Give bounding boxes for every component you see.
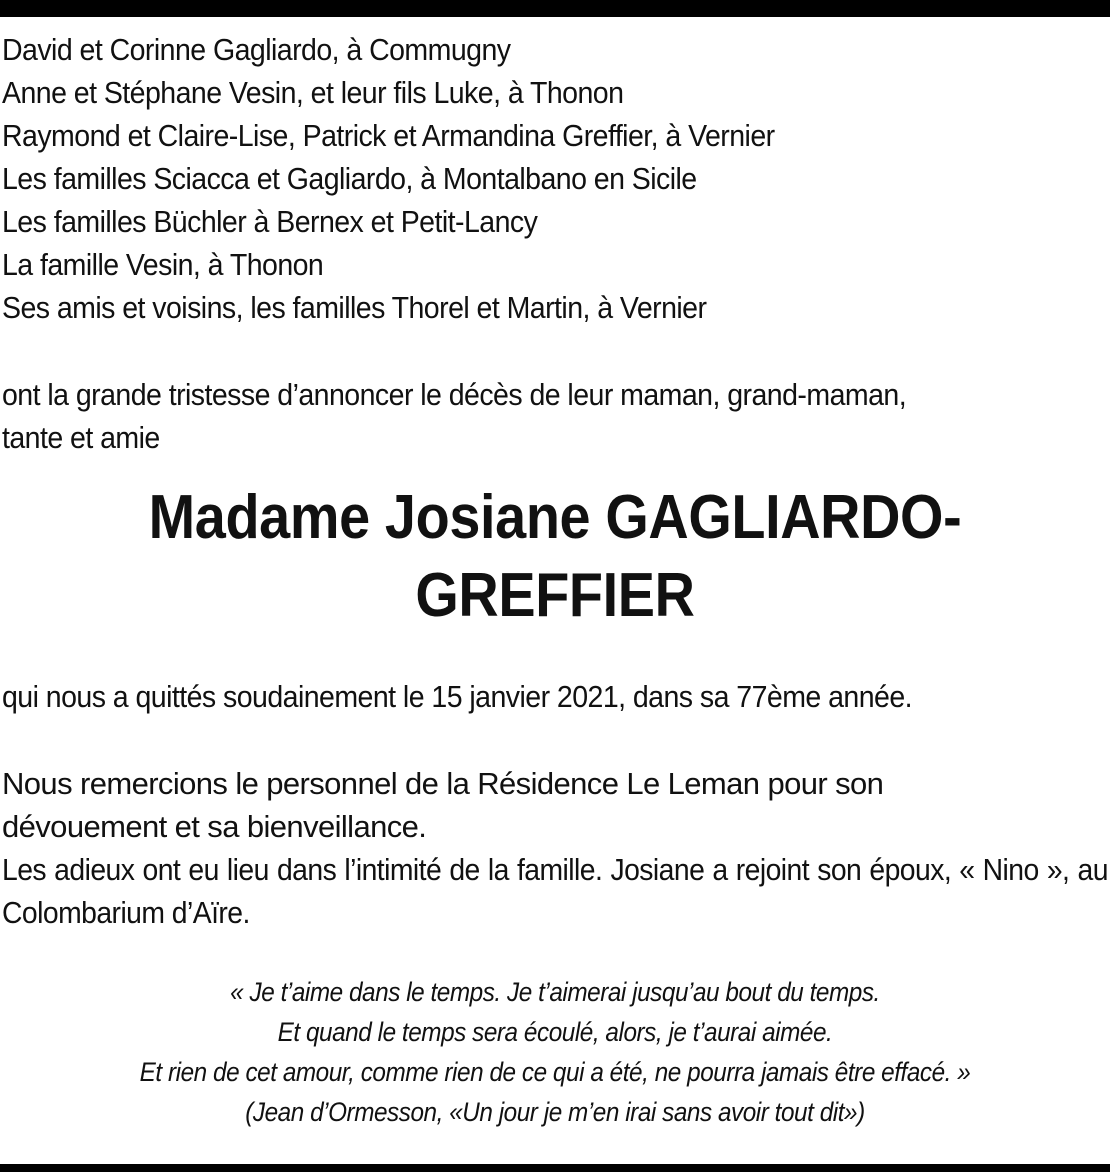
thanks-paragraph: Nous remercions le personnel de la Résidence Le Leman pour son dévouement et sa bienveillance. [2,766,884,844]
family-line: Les familles Sciacca et Gagliardo, à Montalbano en Sicile [2,161,697,196]
quote-attribution: (Jean d’Ormesson, «Un jour je m’en irai sans avoir tout dit») [245,1097,865,1127]
spacer [2,934,1108,972]
quote-line: Et quand le temps sera écoulé, alors, je t’aurai aimée. [277,1017,833,1047]
deceased-name [2,479,1108,635]
spacer [2,329,1108,373]
quote-block [2,972,1108,1132]
bottom-border-rule [0,1164,1110,1172]
quote-line: « Je t’aime dans le temps. Je t’aimerai jusqu’au bout du temps. [230,977,880,1007]
spacer [2,635,1108,675]
family-line: Raymond et Claire-Lise, Patrick et Armandina Greffier, à Vernier [2,118,775,153]
family-list [2,28,1108,329]
top-border-rule [0,0,1110,17]
announcement-line: tante et amie [2,420,160,455]
deceased-name-line: Madame Josiane GAGLIARDO- [148,483,962,552]
farewell-paragraph: Les adieux ont eu lieu dans l’intimité de la famille. Josiane a rejoint son époux, « Nino », au Colombarium d’Aïre. [2,852,1108,930]
quote-line: Et rien de cet amour, comme rien de ce qui a été, ne pourra jamais être effacé. » [139,1057,971,1087]
announcement [2,373,1108,459]
family-line: David et Corinne Gagliardo, à Commugny [2,32,511,67]
deceased-name-line: GREFFIER [415,561,695,630]
passing-statement: qui nous a quittés soudainement le 15 janvier 2021, dans sa 77ème année. [2,679,913,714]
family-line: Les familles Büchler à Bernex et Petit-Lancy [2,204,538,239]
announcement-line: ont la grande tristesse d’annoncer le décès de leur maman, grand-maman, [2,377,907,412]
family-line: Anne et Stéphane Vesin, et leur fils Luke, à Thonon [2,75,624,110]
spacer [2,718,1108,762]
obituary-notice [2,28,1108,1132]
family-line: La famille Vesin, à Thonon [2,247,324,282]
family-line: Ses amis et voisins, les familles Thorel et Martin, à Vernier [2,290,707,325]
